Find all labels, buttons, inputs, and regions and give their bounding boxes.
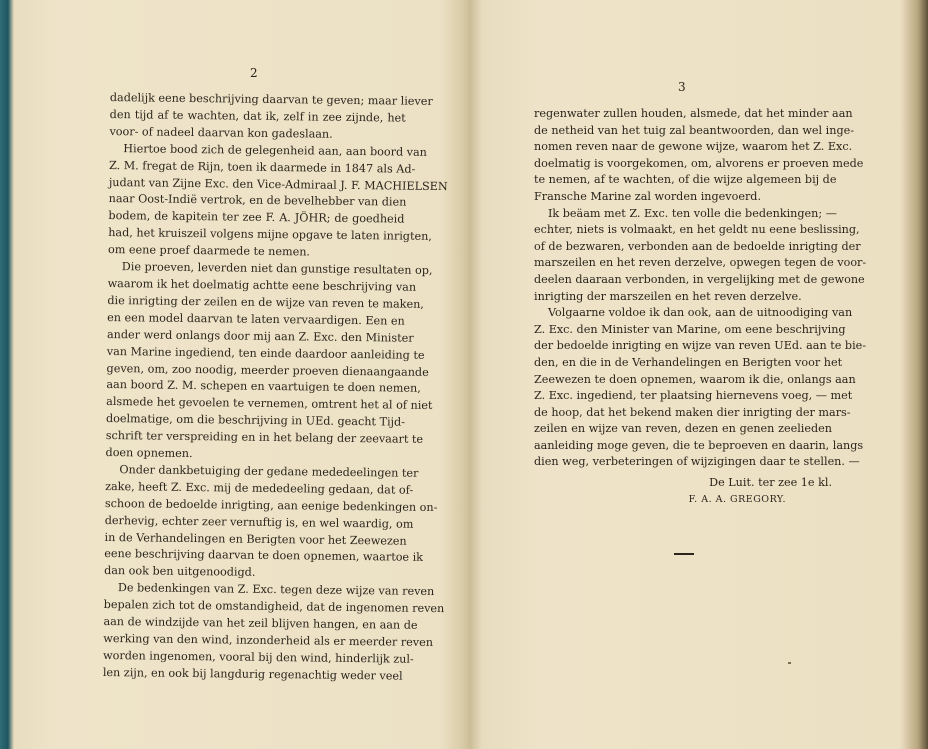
right-page — [470, 0, 910, 749]
text-line: zeilen en wijze van reven, dezen en genen zeelieden — [534, 422, 832, 436]
text-line: in de Verhandelingen en Berigten voor het Zeewezen — [104, 530, 407, 548]
text-line: om eene proef daarmede te nemen. — [107, 243, 311, 259]
text-line: judant van Zijne Exc. den Vice-Admiraal J. F. MACHIELSEN — [108, 175, 448, 193]
body-text — [534, 106, 867, 508]
ink-smudge — [788, 662, 791, 664]
text-line: alsmede het gevoelen te vernemen, omtrent het al of niet — [106, 395, 433, 413]
text-line: Ik beäam met Z. Exc. ten volle die bedenkingen; — — [548, 206, 837, 220]
signature-name: F. A. A. GREGORY. — [688, 493, 786, 505]
text-line: aan boord Z. M. schepen en vaartuigen te doen nemen, — [106, 378, 421, 396]
text-line: Hiertoe bood zich de gelegenheid aan, aan boord van — [123, 141, 428, 159]
text-line: doelmatig is voorgekomen, om, alvorens er proeven mede — [534, 156, 864, 170]
text-line: dadelijk eene beschrijving daarvan te geven; maar liever — [109, 90, 433, 108]
text-line: echter, niets is volmaakt, en het geldt nu eene beslissing, — [534, 223, 860, 237]
text-line: bodem, de kapitein ter zee F. A. JÖHR; de goedheid — [108, 209, 405, 226]
text-line: doelmatige, om die beschrijving in UEd. geacht Tijd- — [105, 412, 406, 429]
text-line: naar Oost-Indië vertrok, en de bevelhebber van dien — [108, 192, 407, 210]
text-line: den tijd af te wachten, dat ik, zelf in zee zijnde, het — [109, 107, 406, 125]
text-line: ander werd onlangs door mij aan Z. Exc. den Minister — [106, 327, 414, 345]
text-line: of de bezwaren, verbonden aan de bedoelde inrigting der — [534, 239, 861, 253]
text-line: de hoop, dat het bekend maken dier inrigting der mars- — [534, 405, 851, 419]
text-line: Zeewezen te doen opnemen, waarom ik die, onlangs aan — [534, 372, 856, 386]
text-line: nomen reven naar de gewone wijze, waarom het Z. Exc. — [534, 140, 853, 154]
text-line: voor- of nadeel daarvan kon gadeslaan. — [109, 124, 333, 141]
text-line: en een model daarvan te laten vervaardigen. Een en — [107, 310, 405, 328]
text-line: aan de windzijde van het zeil blijven hangen, en aan de — [103, 615, 418, 632]
text-line: waarom ik het doelmatig achtte eene beschrijving van — [107, 276, 417, 294]
text-line: had, het kruiszeil volgens mijne opgave te laten inrigten, — [108, 226, 432, 244]
text-line: dan ook ben uitgenoodigd. — [104, 564, 256, 580]
text-line: van Marine ingediend, ten einde daardoor aanleiding te — [106, 344, 425, 362]
text-line: schrift ter verspreiding en in het belang der zeevaart te — [105, 429, 424, 446]
text-line: derhevig, echter zeer vernuftig is, en wel waardig, om — [104, 513, 414, 531]
text-line: Z. M. fregat de Rijn, toen ik daarmede in 1847 als Ad- — [109, 158, 416, 176]
text-line: Onder dankbetuiging der gedane mededeelingen ter — [119, 463, 419, 480]
text-line: deelen daaraan verbonden, in vergelijking met de gewone — [534, 272, 865, 286]
text-line: schoon de bedoelde inrigting, aan eenige bedenkingen on- — [104, 496, 438, 514]
page-number: 3 — [678, 80, 686, 94]
text-line: Z. Exc. den Minister van Marine, om eene beschrijving — [534, 322, 846, 336]
text-line: Volgaarne voldoe ik dan ook, aan de uitnoodiging van — [548, 306, 853, 320]
text-line: de netheid van het tuig zal beantwoorden, dan wel inge- — [534, 123, 855, 137]
text-line: inrigting der marszeilen en het reven derzelve. — [534, 289, 802, 303]
text-line: geven, om, zoo noodig, meerder proeven dienaangaande — [106, 361, 429, 379]
text-line: doen opnemen. — [105, 446, 193, 461]
text-line: die inrigting der zeilen en de wijze van reven te maken, — [107, 293, 424, 311]
text-line: der bedoelde inrigting en wijze van reven UEd. aan te bie- — [534, 339, 867, 353]
text-line: marszeilen en het reven derzelve, opwegen tegen de voor- — [534, 256, 867, 270]
text-line: eene beschrijving daarvan te doen opnemen, waartoe ik — [104, 547, 424, 565]
text-line: De bedenkingen van Z. Exc. tegen deze wijze van reven — [117, 581, 435, 599]
text-line: regenwater zullen houden, alsmede, dat het minder aan — [534, 107, 853, 120]
body-text — [102, 90, 448, 685]
text-line: te nemen, af te wachten, of die wijze algemeen bij de — [534, 173, 837, 187]
left-page — [14, 0, 466, 749]
text-line: aanleiding moge geven, die te beproeven en daarin, langs — [534, 438, 864, 452]
text-line: werking van den wind, inzonderheid als er meerder reven — [103, 631, 434, 649]
text-line: len zijn, en ook bij langdurig regenachtig weder veel — [102, 665, 403, 683]
text-line: Fransche Marine zal worden ingevoerd. — [534, 189, 762, 203]
text-line: worden ingenomen, vooral bij den wind, hinderlijk zul- — [103, 648, 414, 666]
page-number: 2 — [250, 66, 258, 80]
text-line: dien weg, verbeteringen of wijzigingen daar te stellen. — — [534, 455, 860, 469]
text-line: bepalen zich tot de omstandigheid, dat de ingenomen reven — [103, 598, 445, 616]
closing-rule — [674, 553, 694, 555]
text-line: zake, heeft Z. Exc. mij de mededeeling gedaan, dat of- — [105, 479, 414, 497]
text-line: Die proeven, leverden niet dan gunstige resultaten op, — [121, 260, 433, 278]
text-line: den, en die in de Verhandelingen en Berigten voor het — [534, 355, 843, 369]
text-line: Z. Exc. ingediend, ter plaatsing hiernevens voeg, — met — [534, 389, 853, 403]
signature-rank: De Luit. ter zee 1e kl. — [709, 476, 832, 490]
